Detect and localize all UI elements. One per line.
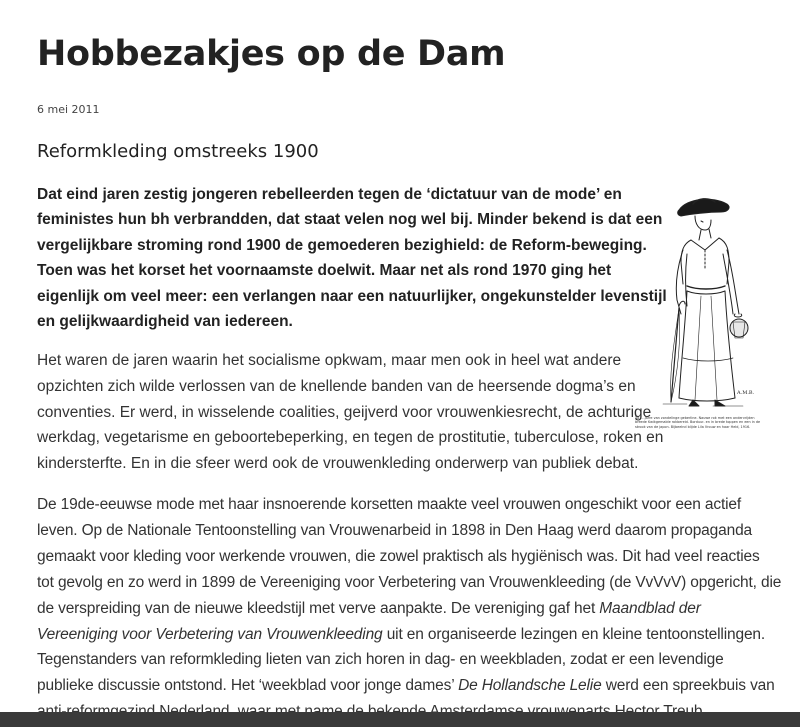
fashion-illustration [635,188,761,444]
post-date: 6 mei 2011 [37,103,100,116]
body-paragraph-1 [37,348,664,477]
paragraph-line: gemaakt voor kleding voor werkende vrouwen, die zowel praktisch als hygiënisch was. Dit had veel reacties [37,547,760,565]
paragraph-line: leven. Op de Nationale Tentoonstelling van Vrouwenarbeid in 1898 in Den Haag werd daarom propaganda [37,521,753,539]
publication-title: Vereeniging voor Verbetering van Vrouwenkleeding [37,625,383,643]
paragraph-line: De 19de-eeuwse mode met haar insnoerende korsetten maakte veel vrouwen ongeschikt voor een actief [37,496,742,513]
paragraph-line [37,596,763,622]
lead-line: Toen was het korset het voornaamste doelwit. Maar net als rond 1970 ging het [37,262,612,280]
text-run: uit en organiseerde lezingen en kleine tentoonstellingen. [382,625,766,643]
publication-title: De Hollandsche Lelie [458,677,602,695]
paragraph-line: opzichten zich wilde verlossen van de knellende banden van de heersende dogma’s en [37,377,636,395]
text-run: de verspreiding van de nieuwe kleedstijl met verve aanpakte. De vereniging gaf het [37,599,600,617]
paragraph-line: Het waren de jaren waarin het socialisme opkwam, maar men ook in heel wat andere [37,352,622,369]
figure-caption: 58. ...Jarre van zondelinge geberline. Nauwe rok met een ondervrijden breede Kwikgemalde rokbereid. Borduur- en in brede toppen en een in de strook van de japon. Bijbeelnd blijde Lila Vrouw en haar Held, 1916. [635,416,761,429]
paragraph-line: conventies. Er werd, in wisselende coalities, geijverd voor vrouwenkiesrecht, de achturige [37,403,652,421]
text-run: werd een spreekbuis van [601,677,775,695]
paragraph-line [37,673,775,699]
lead-line: vergelijkbare stroming rond 1900 de gemoederen bezighield: de Reform-beweging. [37,236,647,254]
publication-title: Maandblad der [599,599,701,617]
lead-paragraph [37,182,667,334]
lead-line: en gelijkwaardigheid van iedereen. [37,313,293,331]
lead-line: eigenlijk om veel meer: een verlangen naar een natuurlijker, ongekunstelder levenstijl [37,287,667,305]
text-run: publieke discussie ontstond. Het ‘weekblad voor jonge dames’ [37,677,459,695]
paragraph-line [37,622,766,648]
article-subtitle: Reformkleding omstreeks 1900 [37,141,319,162]
paragraph-line: kindersterfte. En in die sfeer werd ook de vrouwenkleding onderwerp van publiek debat. [37,455,639,473]
bottom-toolbar-strip [0,712,800,727]
body-paragraph-2 [37,492,782,725]
lead-line: feministes hun bh verbrandden, dat staat velen nog wel bij. Minder bekend is dat een [37,211,663,229]
paragraph-line: werkdag, vegetarisme en geboortebeperking, en tegen de prostitutie, tuberculose, roken en [37,429,664,447]
page-title: Hobbezakjes op de Dam [37,34,506,74]
lead-line: Dat eind jaren zestig jongeren rebelleerden tegen de ‘dictatuur van de mode’ en [37,186,622,203]
paragraph-line: tot gevolg en zo werd in 1899 de Vereeniging voor Verbetering van Vrouwenkleeding (de VvVvV) opgericht, die [37,573,782,591]
artist-signature: A.M.B. [737,390,755,396]
woman-in-reform-dress-drawing [635,188,761,414]
paragraph-line: Tegenstanders van reformkleding lieten van zich horen in dag- en weekbladen, zodat er een levendige [37,651,724,669]
